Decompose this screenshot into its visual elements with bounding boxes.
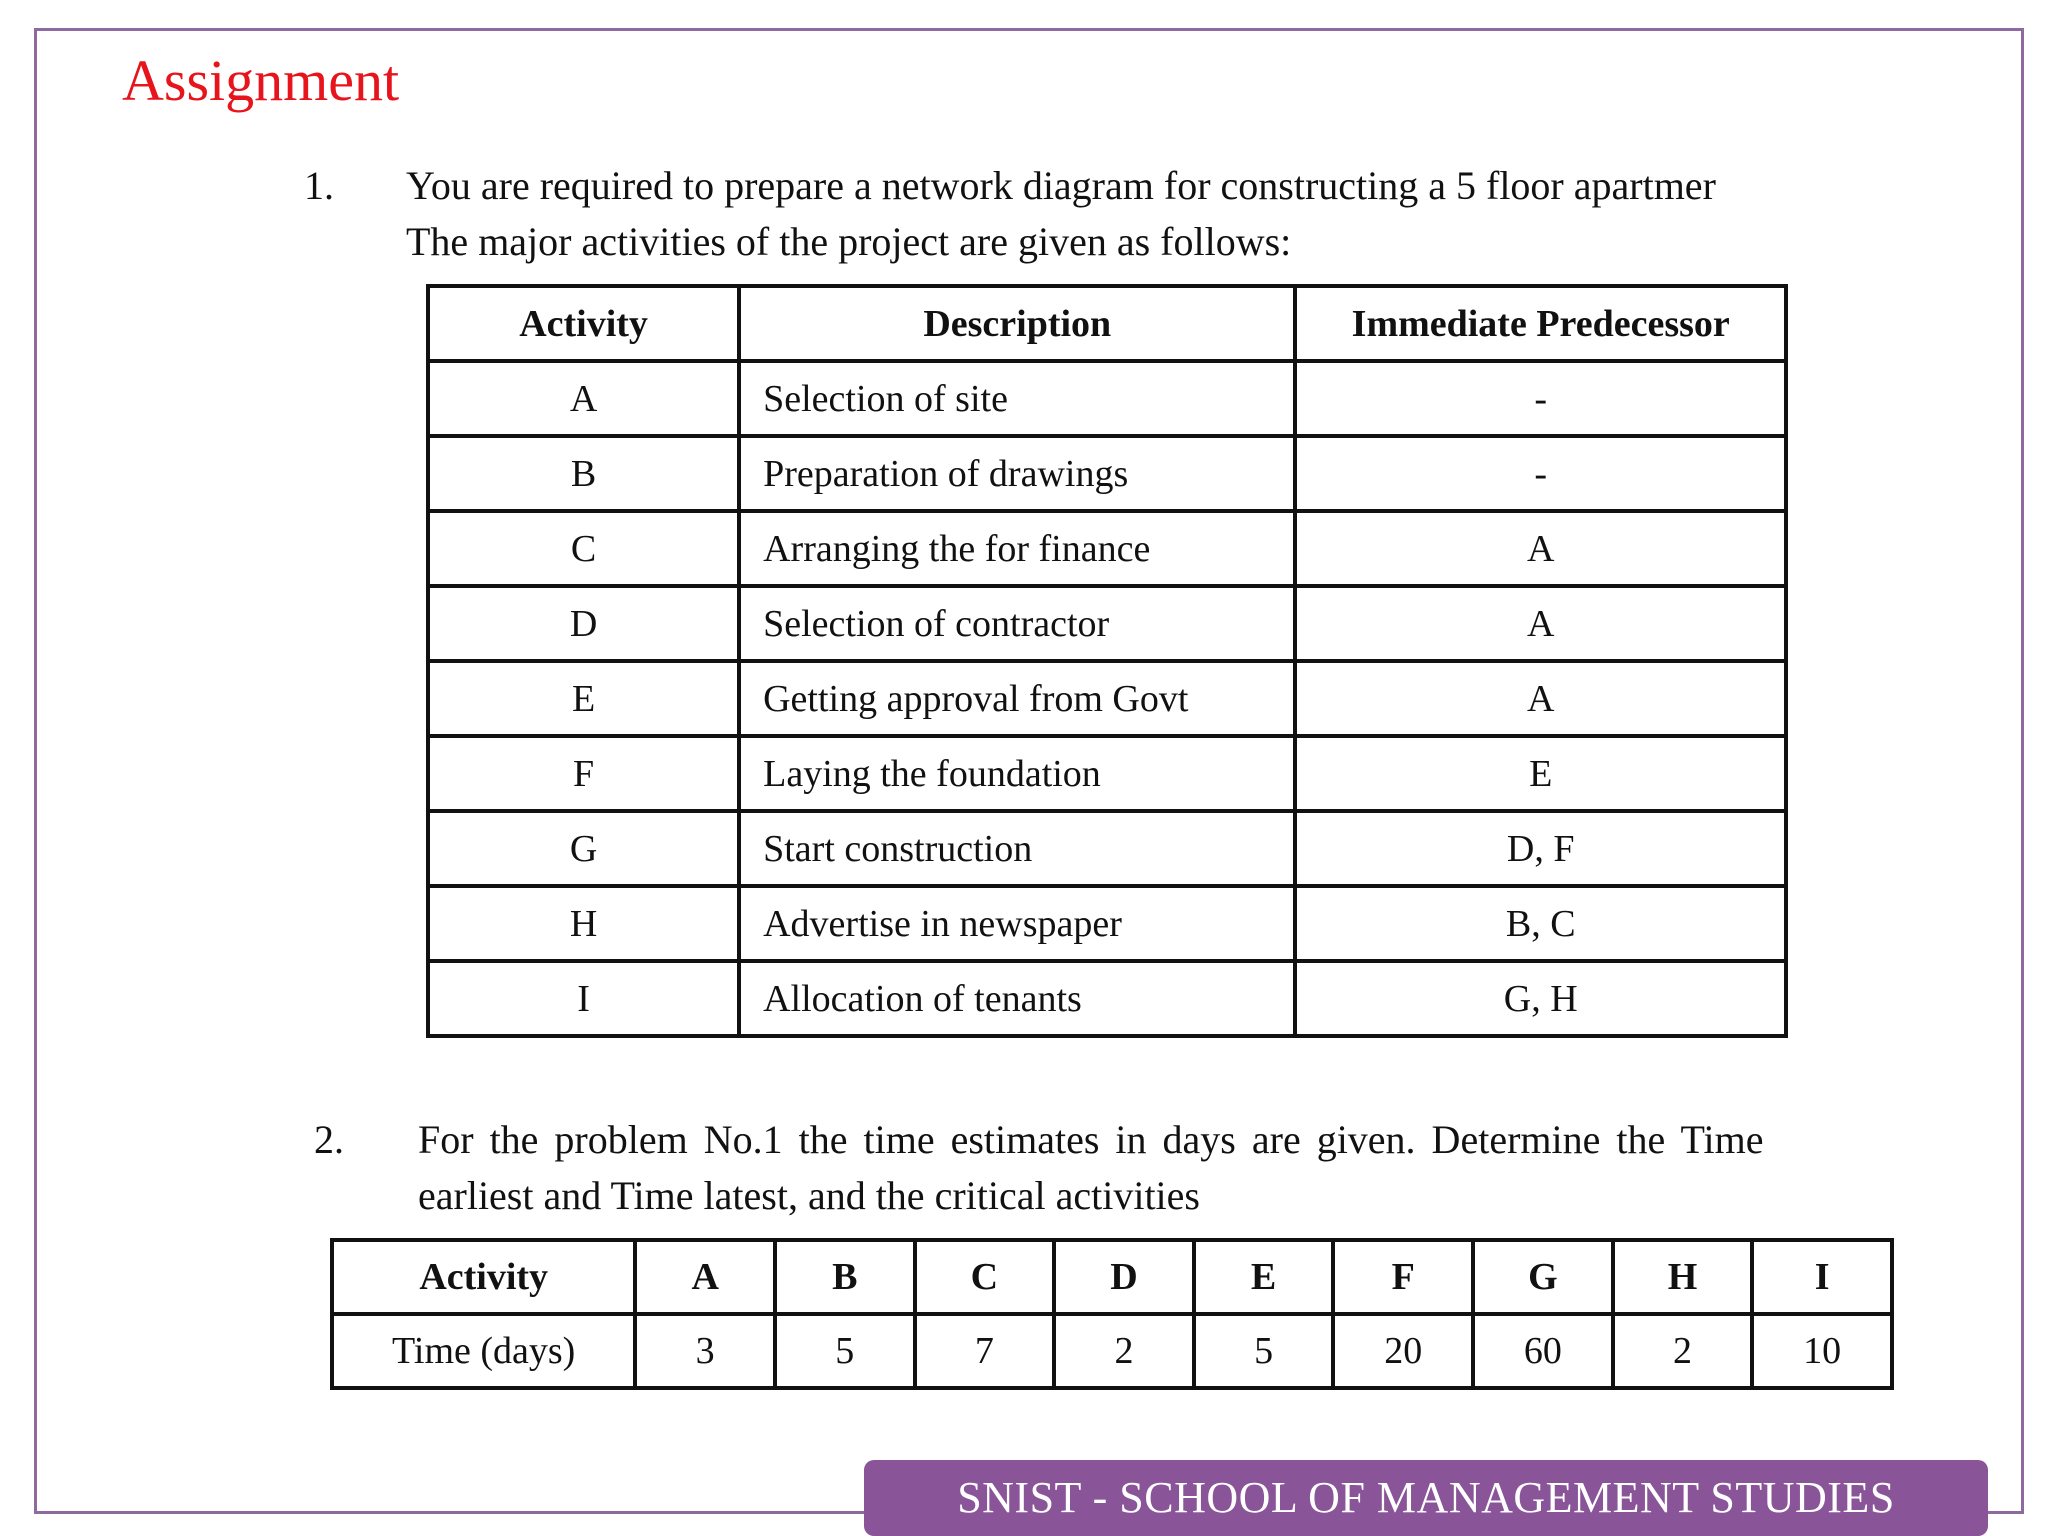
activity-header-cell: H xyxy=(1613,1240,1753,1314)
activity-cell: B xyxy=(428,436,739,511)
table-row xyxy=(428,736,1786,811)
activity-cell: E xyxy=(428,661,739,736)
time-cell: 2 xyxy=(1613,1314,1753,1388)
description-cell: Start construction xyxy=(739,811,1295,886)
description-cell: Selection of contractor xyxy=(739,586,1295,661)
table-row xyxy=(428,511,1786,586)
question-2-line-2: earliest and Time latest, and the critical activities xyxy=(418,1173,1200,1218)
activity-cell: A xyxy=(428,361,739,436)
slide-title: Assignment xyxy=(122,48,400,113)
activity-header-cell: G xyxy=(1473,1240,1613,1314)
description-cell: Advertise in newspaper xyxy=(739,886,1295,961)
time-cell: 20 xyxy=(1333,1314,1473,1388)
description-cell: Selection of site xyxy=(739,361,1295,436)
activity-header-cell: E xyxy=(1194,1240,1334,1314)
description-cell: Getting approval from Govt xyxy=(739,661,1295,736)
activity-header-cell: F xyxy=(1333,1240,1473,1314)
time-cell: 5 xyxy=(1194,1314,1334,1388)
activity-cell: G xyxy=(428,811,739,886)
activity-header-cell: B xyxy=(775,1240,915,1314)
activity-header-cell: C xyxy=(915,1240,1055,1314)
table-row xyxy=(428,361,1786,436)
table-row xyxy=(428,886,1786,961)
table-row xyxy=(428,586,1786,661)
time-cell: 10 xyxy=(1752,1314,1892,1388)
activity-header-cell: I xyxy=(1752,1240,1892,1314)
time-cell: 3 xyxy=(635,1314,775,1388)
description-cell: Preparation of drawings xyxy=(739,436,1295,511)
predecessor-cell: B, C xyxy=(1295,886,1786,961)
predecessor-cell: D, F xyxy=(1295,811,1786,886)
predecessor-cell: E xyxy=(1295,736,1786,811)
time-cell: 60 xyxy=(1473,1314,1613,1388)
column-header-predecessor: Immediate Predecessor xyxy=(1295,286,1786,361)
activity-cell: D xyxy=(428,586,739,661)
activity-cell: C xyxy=(428,511,739,586)
predecessor-cell: A xyxy=(1295,661,1786,736)
question-1-line-1: You are required to prepare a network diagram for constructing a 5 floor apartmer xyxy=(406,163,1716,208)
question-1-line-2: The major activities of the project are given as follows: xyxy=(406,219,1292,264)
description-cell: Laying the foundation xyxy=(739,736,1295,811)
row-label-time: Time (days) xyxy=(332,1314,635,1388)
predecessor-cell: - xyxy=(1295,436,1786,511)
time-cell: 5 xyxy=(775,1314,915,1388)
question-2-number: 2. xyxy=(314,1117,344,1162)
time-cell: 2 xyxy=(1054,1314,1194,1388)
predecessor-cell: G, H xyxy=(1295,961,1786,1036)
activities-table xyxy=(426,284,1788,1038)
time-cell: 7 xyxy=(915,1314,1055,1388)
description-cell: Arranging the for finance xyxy=(739,511,1295,586)
table-header-row xyxy=(332,1240,1892,1314)
question-1-number: 1. xyxy=(304,163,334,208)
activity-cell: H xyxy=(428,886,739,961)
table-row xyxy=(332,1314,1892,1388)
table-row xyxy=(428,661,1786,736)
activity-header-cell: D xyxy=(1054,1240,1194,1314)
table-row xyxy=(428,436,1786,511)
predecessor-cell: A xyxy=(1295,511,1786,586)
footer-banner: SNIST - SCHOOL OF MANAGEMENT STUDIES xyxy=(864,1460,1988,1536)
time-estimates-table xyxy=(330,1238,1894,1390)
table-header-row xyxy=(428,286,1786,361)
question-2-line-1: For the problem No.1 the time estimates in days are given. Determine the Time xyxy=(418,1117,1764,1162)
table-row xyxy=(428,811,1786,886)
column-header-description: Description xyxy=(739,286,1295,361)
row-label-activity: Activity xyxy=(332,1240,635,1314)
predecessor-cell: - xyxy=(1295,361,1786,436)
activity-cell: I xyxy=(428,961,739,1036)
activity-cell: F xyxy=(428,736,739,811)
description-cell: Allocation of tenants xyxy=(739,961,1295,1036)
table-row xyxy=(428,961,1786,1036)
predecessor-cell: A xyxy=(1295,586,1786,661)
activity-header-cell: A xyxy=(635,1240,775,1314)
column-header-activity: Activity xyxy=(428,286,739,361)
